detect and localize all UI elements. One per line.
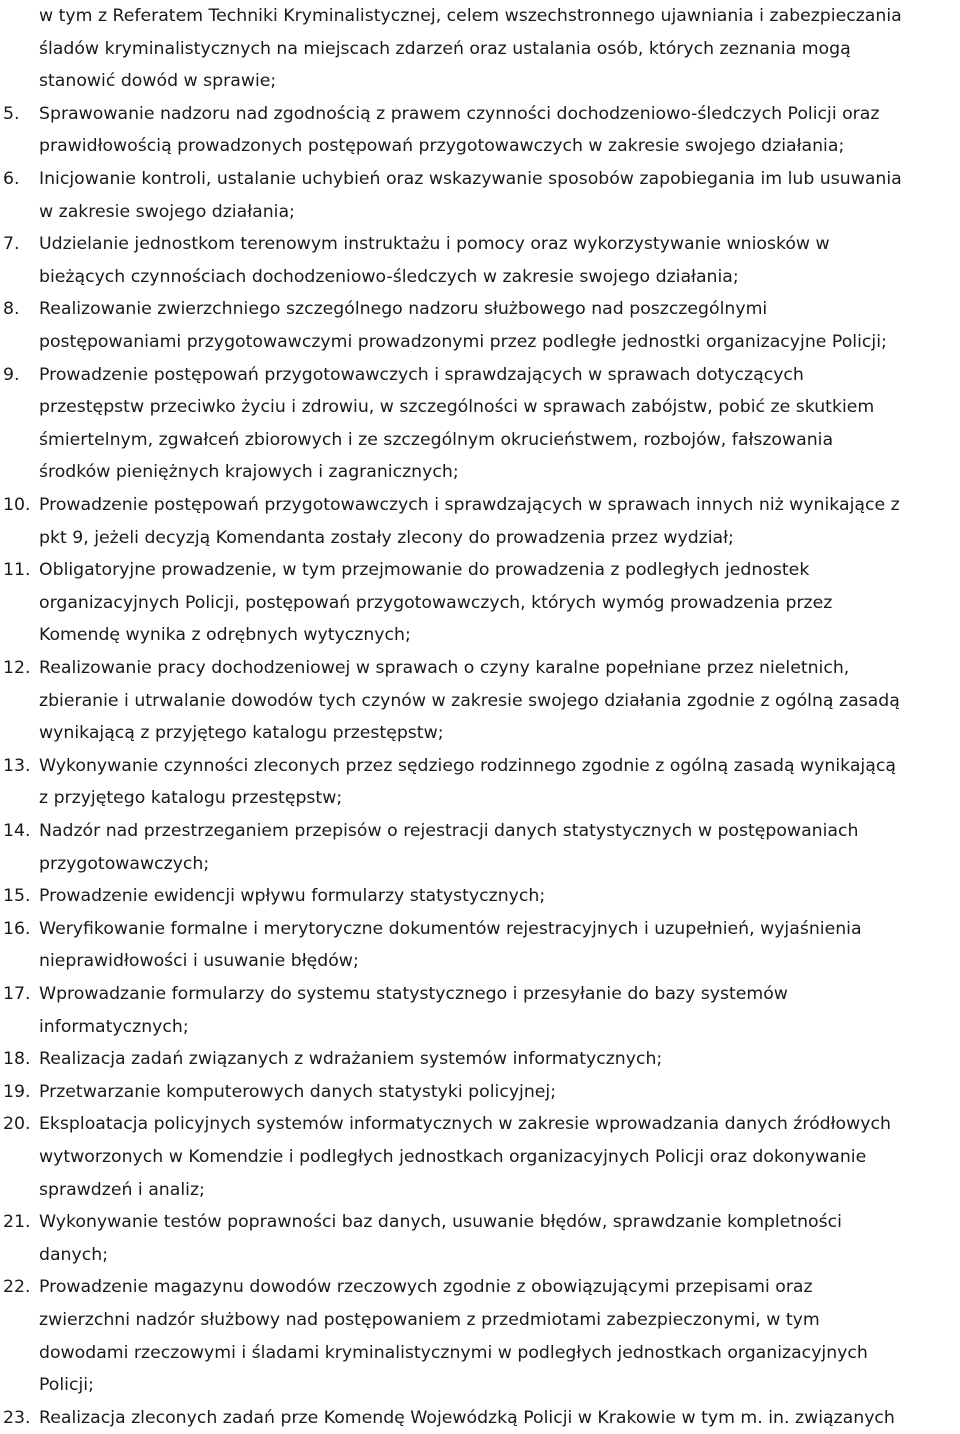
list-item-line: Sprawowanie nadzoru nad zgodnością z prawem czynności dochodzeniowo-śledczych Policji oraz: [39, 103, 880, 124]
list-item-line: Realizowanie pracy dochodzeniowej w sprawach o czyny karalne popełniane przez nieletnich,: [39, 658, 850, 678]
list-item-line: wytworzonych w Komendzie i podległych jednostkach organizacyjnych Policji oraz dokonywanie: [39, 1147, 867, 1167]
list-item-line: bieżących czynnościach dochodzeniowo-śledczych w zakresie swojego działania;: [39, 266, 739, 287]
list-item-number: 13.: [3, 755, 31, 776]
list-item-line: Prowadzenie postępowań przygotowawczych i sprawdzających w sprawach innych niż wynikające z: [39, 495, 900, 515]
list-item-line: Komendę wynika z odrębnych wytycznych;: [39, 625, 411, 646]
list-item-line: Wykonywanie czynności zleconych przez sędziego rodzinnego zgodnie z ogólną zasadą wynikającą: [39, 755, 896, 776]
paragraph-line: śladów kryminalistycznych na miejscach zdarzeń oraz ustalania osób, których zeznania mogą: [39, 38, 851, 59]
list-item-line: zwierzchni nadzór służbowy nad postępowaniem z przedmiotami zabezpieczonymi, w tym: [39, 1310, 820, 1330]
list-item-line: prawidłowością prowadzonych postępowań przygotowawczych w zakresie swojego działania;: [39, 136, 845, 157]
list-item-number: 12.: [3, 658, 31, 678]
list-item-line: Wprowadzanie formularzy do systemu statystycznego i przesyłanie do bazy systemów: [39, 984, 788, 1004]
list-item-line: Inicjowanie kontroli, ustalanie uchybień oraz wskazywanie sposobów zapobiegania im lub usuwania: [39, 169, 902, 189]
list-item-line: Eksploatacja policyjnych systemów informatycznych w zakresie wprowadzania danych źródłowych: [39, 1114, 891, 1135]
paragraph-line: stanowić dowód w sprawie;: [39, 71, 277, 92]
list-item-line: z przyjętego katalogu przestępstw;: [39, 788, 343, 809]
list-item-line: danych;: [39, 1244, 109, 1265]
list-item-number: 22.: [3, 1277, 31, 1298]
list-item-number: 6.: [3, 169, 20, 189]
list-item-line: Prowadzenie postępowań przygotowawczych i sprawdzających w sprawach dotyczących: [39, 364, 804, 385]
list-item-line: przestępstw przeciwko życiu i zdrowiu, w szczególności w sprawach zabójstw, pobić ze skutkiem: [39, 397, 875, 418]
list-item-number: 23.: [3, 1407, 31, 1428]
list-item-number: 5.: [3, 103, 20, 124]
list-item-line: Realizacja zleconych zadań prze Komendę Wojewódzką Policji w Krakowie w tym m. in. związanych: [39, 1407, 895, 1428]
list-item-line: postępowaniami przygotowawczymi prowadzonymi przez podległe jednostki organizacyjne Policji;: [39, 332, 887, 352]
list-item-number: 19.: [3, 1081, 31, 1102]
list-item-line: Wykonywanie testów poprawności baz danych, usuwanie błędów, sprawdzanie kompletności: [39, 1212, 842, 1233]
list-item-line: organizacyjnych Policji, postępowań przygotowawczych, których wymóg prowadzenia przez: [39, 592, 833, 613]
list-item-number: 14.: [3, 821, 31, 841]
list-item-number: 8.: [3, 299, 20, 320]
list-item-line: dowodami rzeczowymi i śladami kryminalistycznymi w podległych jednostkach organizacyjnych: [39, 1342, 868, 1363]
list-item-line: Udzielanie jednostkom terenowym instruktażu i pomocy oraz wykorzystywanie wniosków w: [39, 234, 830, 255]
list-item-line: Prowadzenie magazynu dowodów rzeczowych zgodnie z obowiązującymi przepisami oraz: [39, 1277, 813, 1298]
paragraph-line: w tym z Referatem Techniki Kryminalistycznej, celem wszechstronnego ujawniania i zabezpieczania: [39, 6, 902, 26]
list-item-line: zbieranie i utrwalanie dowodów tych czynów w zakresie swojego działania zgodnie z ogólną zasadą: [39, 690, 900, 711]
list-item-number: 20.: [3, 1114, 31, 1135]
list-item-line: pkt 9, jeżeli decyzją Komendanta zostały zlecony do prowadzenia przez wydział;: [39, 527, 734, 548]
list-item-number: 18.: [3, 1049, 31, 1070]
list-item-line: Policji;: [39, 1375, 94, 1396]
list-item-line: Realizowanie zwierzchniego szczególnego nadzoru służbowego nad poszczególnymi: [39, 299, 768, 320]
list-item-number: 9.: [3, 364, 20, 385]
list-item-line: Realizacja zadań związanych z wdrażaniem systemów informatycznych;: [39, 1049, 663, 1070]
list-item-line: śmiertelnym, zgwałceń zbiorowych i ze szczególnym okrucieństwem, rozbojów, fałszowania: [39, 429, 834, 450]
list-item-number: 16.: [3, 918, 31, 939]
list-item-line: środków pieniężnych krajowych i zagranicznych;: [39, 462, 459, 483]
list-item-line: Obligatoryjne prowadzenie, w tym przejmowanie do prowadzenia z podległych jednostek: [39, 560, 810, 581]
list-item-line: Weryfikowanie formalne i merytoryczne dokumentów rejestracyjnych i uzupełnień, wyjaśnienia: [39, 918, 862, 939]
list-item-number: 10.: [3, 495, 31, 515]
list-item-line: wynikającą z przyjętego katalogu przestępstw;: [39, 723, 444, 744]
list-item-number: 17.: [3, 984, 31, 1004]
list-item-line: Prowadzenie ewidencji wpływu formularzy statystycznych;: [39, 886, 546, 907]
list-item-line: w zakresie swojego działania;: [39, 201, 295, 222]
list-item-line: nieprawidłowości i usuwanie błędów;: [39, 951, 359, 972]
list-item-line: sprawdzeń i analiz;: [39, 1179, 205, 1200]
list-item-number: 11.: [3, 560, 31, 581]
list-item-line: Przetwarzanie komputerowych danych statystyki policyjnej;: [39, 1081, 557, 1102]
list-item-line: Nadzór nad przestrzeganiem przepisów o rejestracji danych statystycznych w postępowaniach: [39, 821, 859, 841]
list-item-number: 15.: [3, 886, 31, 907]
list-item-number: 21.: [3, 1212, 31, 1233]
list-item-number: 7.: [3, 234, 20, 255]
list-item-line: przygotowawczych;: [39, 853, 210, 874]
list-item-line: informatycznych;: [39, 1016, 189, 1037]
